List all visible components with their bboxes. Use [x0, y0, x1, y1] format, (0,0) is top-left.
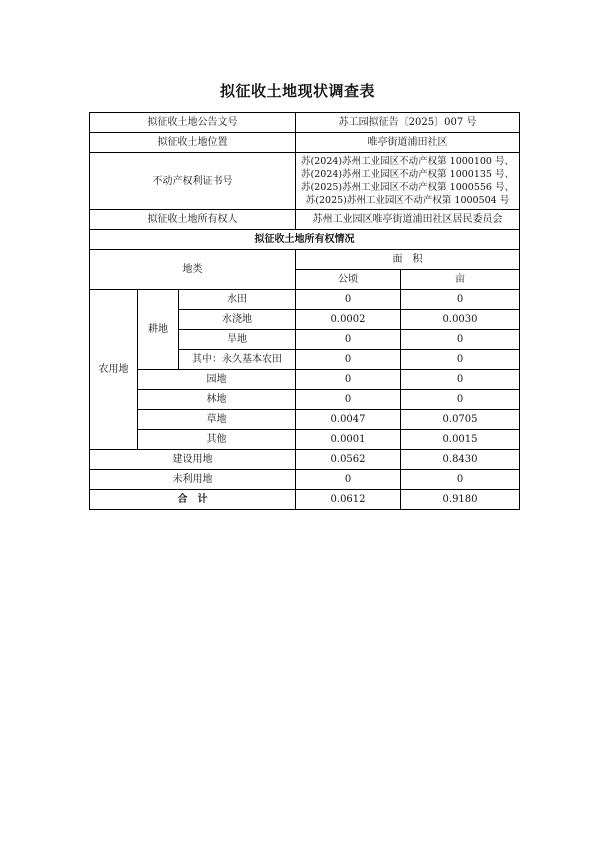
- land-name: 旱地: [179, 330, 296, 350]
- hectare-value: 0: [296, 350, 401, 370]
- land-name: 未利用地: [90, 470, 296, 490]
- mu-value: 0: [401, 370, 520, 390]
- land-name: 园地: [138, 370, 296, 390]
- mu-value: 0: [401, 390, 520, 410]
- table-row: [90, 390, 520, 410]
- land-type-header: 地类: [90, 250, 296, 290]
- construction-land-row: [90, 450, 520, 470]
- hectare-value: 0.0001: [296, 430, 401, 450]
- mu-value: 0.9180: [401, 490, 520, 510]
- certificate-line: 苏(2025)苏州工业园区不动产权第 1000504 号: [305, 195, 510, 206]
- certificate-line: 苏(2025)苏州工业园区不动产权第 1000556 号、: [301, 182, 514, 193]
- location-label: 拟征收土地位置: [90, 133, 296, 153]
- section-row: [90, 230, 520, 250]
- hectare-value: 0.0612: [296, 490, 401, 510]
- cultivated-land-label: 耕地: [138, 290, 179, 370]
- header-row-1: [90, 250, 520, 270]
- mu-value: 0: [401, 350, 520, 370]
- notice-number-label: 拟征收土地公告文号: [90, 113, 296, 133]
- land-name: 林地: [138, 390, 296, 410]
- location-row: [90, 133, 520, 153]
- land-name: 水田: [179, 290, 296, 310]
- mu-value: 0.0015: [401, 430, 520, 450]
- hectare-value: 0.0047: [296, 410, 401, 430]
- hectare-value: 0.0562: [296, 450, 401, 470]
- location-value: 唯亭街道浦田社区: [296, 133, 520, 153]
- certificate-line: 苏(2024)苏州工业园区不动产权第 1000135 号、: [301, 169, 514, 180]
- owner-value: 苏州工业园区唯亭街道浦田社区居民委员会: [296, 210, 520, 230]
- notice-number-row: [90, 113, 520, 133]
- total-row: [90, 490, 520, 510]
- land-survey-table: [89, 112, 520, 510]
- mu-value: 0: [401, 290, 520, 310]
- agricultural-land-label: 农用地: [90, 290, 138, 450]
- page-title: 拟征收土地现状调查表: [219, 82, 375, 100]
- hectare-value: 0: [296, 370, 401, 390]
- certificate-row: [90, 153, 520, 210]
- hectare-value: 0: [296, 470, 401, 490]
- land-name: 草地: [138, 410, 296, 430]
- owner-label: 拟征收土地所有权人: [90, 210, 296, 230]
- land-name: 其他: [138, 430, 296, 450]
- notice-number-value: 苏工园拟征告〔2025〕007 号: [296, 113, 520, 133]
- mu-value: 0.0705: [401, 410, 520, 430]
- certificate-value: [296, 153, 520, 210]
- hectare-value: 0.0002: [296, 310, 401, 330]
- owner-row: [90, 210, 520, 230]
- hectare-value: 0: [296, 290, 401, 310]
- section-title: 拟征收土地所有权情况: [90, 230, 520, 250]
- land-name: 其中：永久基本农田: [179, 350, 296, 370]
- mu-header: 亩: [401, 270, 520, 290]
- certificate-line: 苏(2024)苏州工业园区不动产权第 1000100 号、: [301, 156, 514, 167]
- unused-land-row: [90, 470, 520, 490]
- certificate-label: 不动产权利证书号: [90, 153, 296, 210]
- hectare-value: 0: [296, 390, 401, 410]
- table-row: [90, 410, 520, 430]
- land-name: 建设用地: [90, 450, 296, 470]
- mu-value: 0: [401, 470, 520, 490]
- mu-value: 0.0030: [401, 310, 520, 330]
- hectare-header: 公顷: [296, 270, 401, 290]
- area-header: 面 积: [296, 250, 520, 270]
- mu-value: 0: [401, 330, 520, 350]
- mu-value: 0.8430: [401, 450, 520, 470]
- table-row: [90, 290, 520, 310]
- table-row: [90, 430, 520, 450]
- land-name: 水浇地: [179, 310, 296, 330]
- table-row: [90, 370, 520, 390]
- total-label: 合 计: [90, 490, 296, 510]
- hectare-value: 0: [296, 330, 401, 350]
